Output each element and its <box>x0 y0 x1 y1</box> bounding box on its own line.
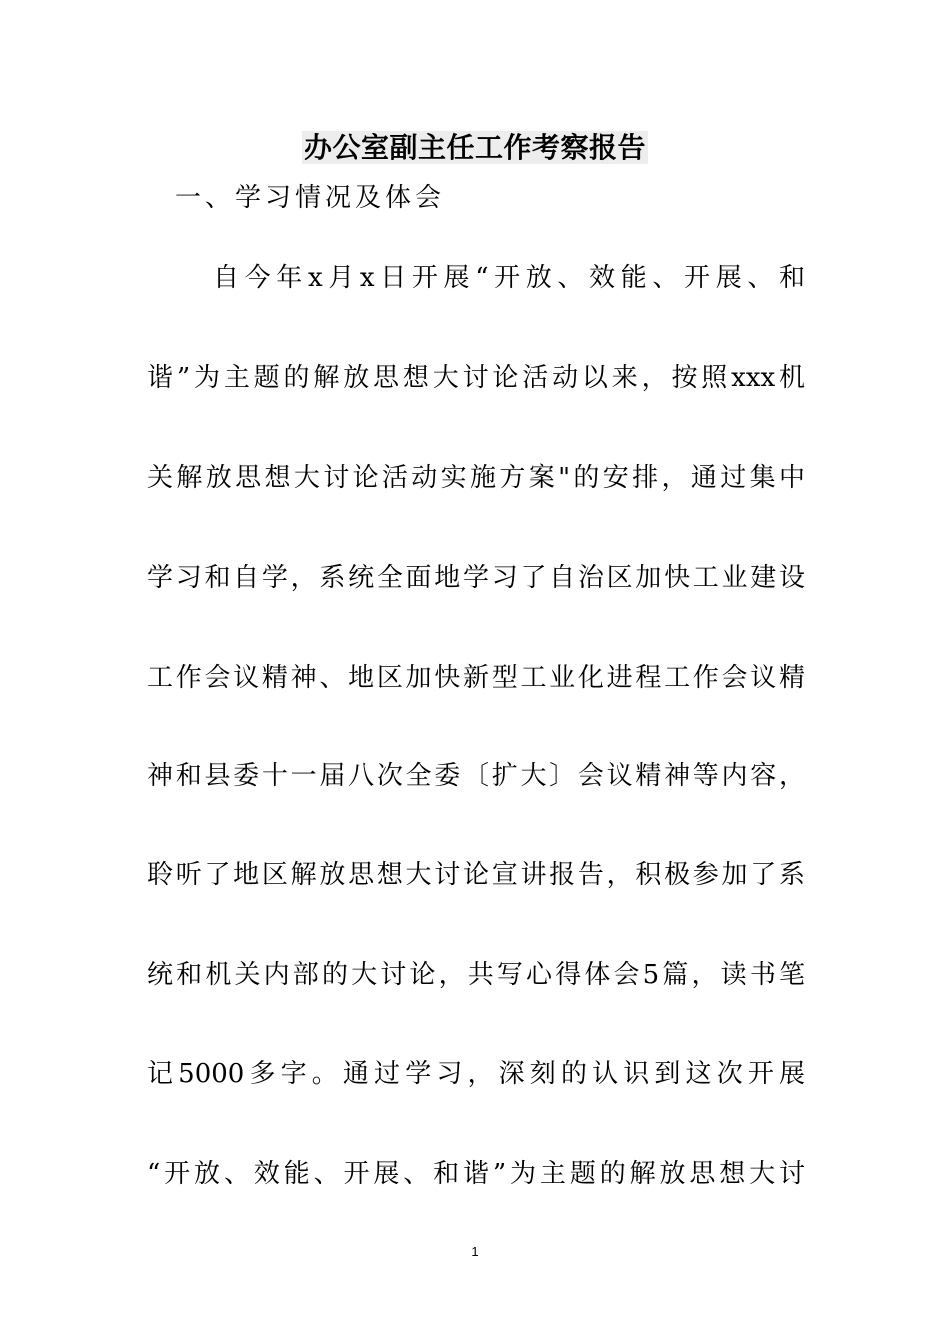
body-line: 自今年x月x日开展“开放、效能、开展、和 <box>213 263 805 293</box>
body-line: 统和机关内部的大讨论，共写心得体会5篇，读书笔 <box>147 960 805 990</box>
body-line: 神和县委十一届八次全委〔扩大〕会议精神等内容， <box>147 761 805 791</box>
body-line: “开放、效能、开展、和谐”为主题的解放思想大讨 <box>147 1159 805 1189</box>
body-line: 工作会议精神、地区加快新型工业化进程工作会议精 <box>147 663 805 693</box>
page-number: 1 <box>471 1244 479 1259</box>
document-title-text: 办公室副主任工作考察报告 <box>303 131 646 164</box>
body-line: 关解放思想大讨论活动实施方案"的安排，通过集中 <box>147 463 805 493</box>
body-line: 记5000多字。通过学习，深刻的认识到这次开展 <box>147 1059 805 1089</box>
body-line: 谐”为主题的解放思想大讨论活动以来，按照xxx机 <box>147 363 805 393</box>
body-line: 聆听了地区解放思想大讨论宣讲报告，积极参加了系 <box>147 860 805 890</box>
section-heading: 一、学习情况及体会 <box>175 183 446 213</box>
document-title <box>0 128 950 168</box>
body-line: 学习和自学，系统全面地学习了自治区加快工业建设 <box>147 563 805 593</box>
